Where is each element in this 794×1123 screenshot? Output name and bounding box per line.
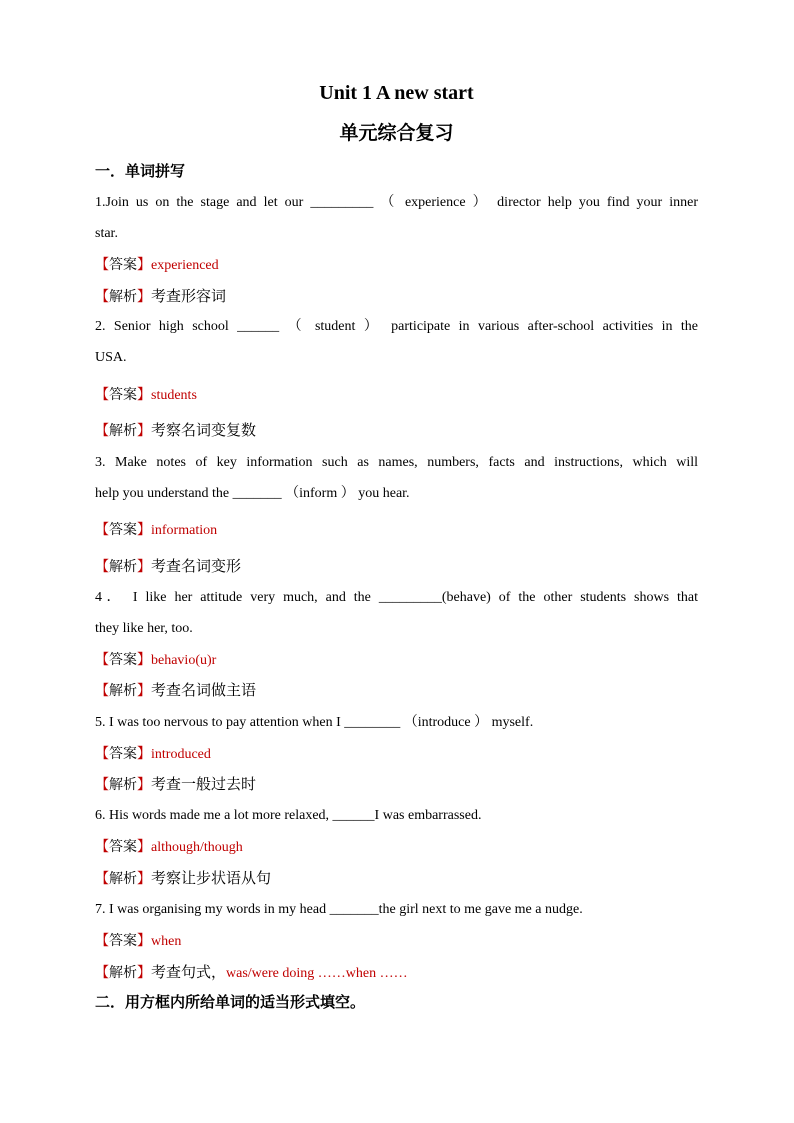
title-en: Unit 1 A new start [319,82,474,104]
q3-analysis: 【解析】考查名词变形 [95,557,242,575]
q5-line-1: 5. I was too nervous to pay attention when I ________ （introduce ） myself. [95,715,534,730]
q5-answer: 【答案】introduced [95,746,211,762]
q2-line-1: 2. Senior high school ______ （ student ） participate in various after-school activities in the [95,319,698,334]
q4-analysis: 【解析】考查名词做主语 [95,681,257,699]
q6-line-1: 6. His words made me a lot more relaxed, ______I was embarrassed. [95,808,482,823]
q3-answer: 【答案】information [95,522,218,538]
q2-line-2: USA. [95,350,127,365]
q2-answer: 【答案】students [95,387,197,403]
q6-analysis: 【解析】考察让步状语从句 [95,869,272,887]
q7-analysis: 【解析】考查句式，was/were doing ……when …… [95,963,408,981]
section-1-heading: 一．单词拼写 [95,162,186,180]
q7-answer: 【答案】when [95,933,182,949]
q5-analysis: 【解析】考查一般过去时 [95,775,257,793]
q4-line-2: they like her, too. [95,621,193,636]
section-2-heading: 二．用方框内所给单词的适当形式填空。 [95,993,366,1011]
q2-analysis: 【解析】考察名词变复数 [95,421,257,439]
title-zh: 单元综合复习 [339,122,454,144]
q6-answer: 【答案】although/though [95,839,243,855]
q1-line-1: 1.Join us on the stage and let our _________ （ experience ） director help you find your inner [95,195,698,210]
q1-line-2: star. [95,226,118,241]
q3-line-1: 3. Make notes of key information such as names, numbers, facts and instructions, which will [95,455,698,470]
q1-answer: 【答案】experienced [95,257,219,273]
q1-analysis: 【解析】考查形容词 [95,287,227,305]
q4-answer: 【答案】behavio(u)r [95,652,217,668]
q4-line-1: 4． I like her attitude very much, and the _________(behave) of the other students shows that [95,590,698,605]
q3-line-2: help you understand the _______ （inform ） you hear. [95,486,410,501]
q7-line-1: 7. I was organising my words in my head _______the girl next to me gave me a nudge. [95,902,583,917]
